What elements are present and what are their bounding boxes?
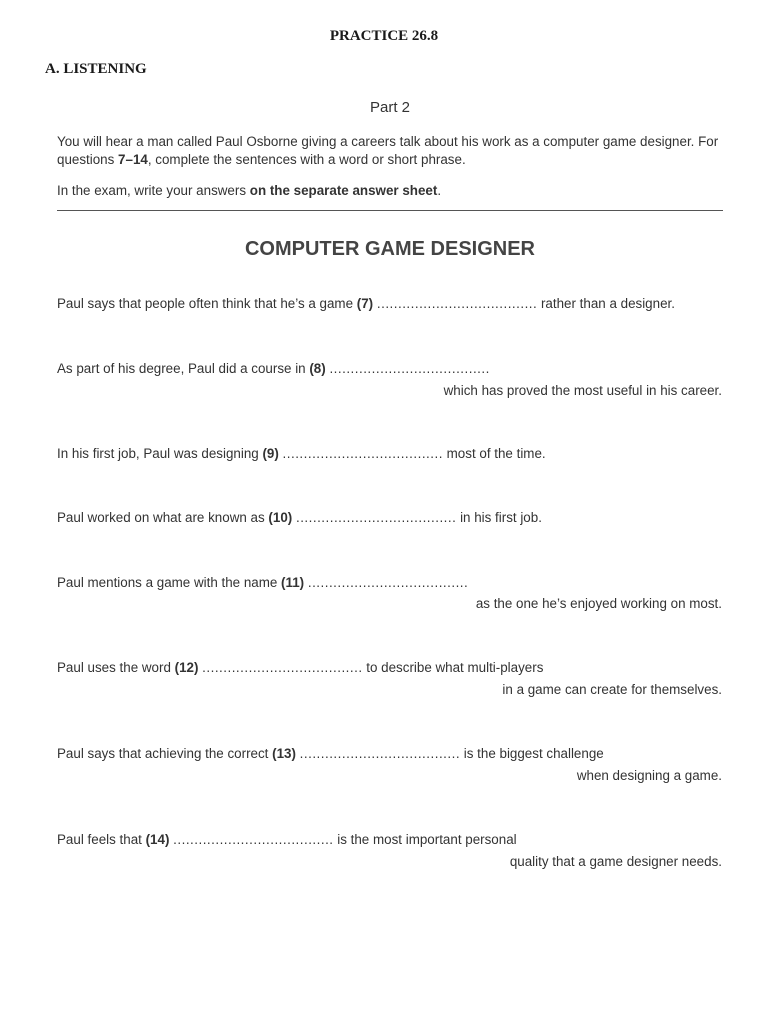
question-number: (12)	[174, 660, 199, 675]
question-number: (11)	[281, 575, 305, 590]
divider	[57, 210, 723, 211]
question-number: (13)	[272, 746, 296, 761]
instructions-text-a: You will hear a man called Paul Osborne giving a careers talk about his work as a computer game designer. For questions	[57, 134, 719, 167]
question-text: In his first job, Paul was designing	[57, 446, 263, 461]
question-9	[57, 446, 546, 461]
question-text: As part of his degree, Paul did a course in	[57, 361, 310, 376]
answer-blank[interactable]: ......................................	[376, 296, 538, 311]
question-text: Paul feels that	[57, 832, 146, 847]
question-text: is the most important personal	[333, 832, 517, 847]
question-13-continuation: when designing a game.	[576, 768, 722, 783]
question-number: (7)	[356, 296, 374, 311]
question-number: (8)	[309, 361, 326, 376]
question-text: rather than a designer.	[537, 296, 675, 311]
question-number: (9)	[262, 446, 279, 461]
question-text: Paul says that people often think that he’s a game	[57, 296, 357, 311]
question-text: is the biggest challenge	[460, 746, 604, 761]
answer-blank[interactable]: ......................................	[307, 575, 469, 590]
answer-blank[interactable]: ......................................	[173, 832, 334, 847]
question-7	[57, 296, 675, 311]
part-heading: Part 2	[369, 99, 411, 116]
question-range: 7–14	[118, 152, 148, 167]
question-12	[57, 660, 543, 675]
practice-title: PRACTICE 26.8	[329, 28, 439, 44]
question-8	[57, 361, 490, 376]
question-11	[57, 575, 468, 590]
main-title: COMPUTER GAME DESIGNER	[244, 238, 536, 260]
section-heading: A. LISTENING	[45, 61, 147, 77]
question-text: to describe what multi-players	[362, 660, 544, 675]
answer-blank[interactable]: ......................................	[329, 361, 490, 376]
question-14-continuation: quality that a game designer needs.	[509, 854, 722, 869]
question-text: Paul uses the word	[57, 660, 175, 675]
question-text: in his first job.	[456, 510, 542, 525]
instructions-text-b: , complete the sentences with a word or short phrase.	[147, 152, 466, 167]
question-text: Paul mentions a game with the name	[57, 575, 282, 590]
exam-note-a: In the exam, write your answers	[57, 183, 250, 198]
question-number: (10)	[268, 510, 293, 525]
question-number: (14)	[145, 832, 170, 847]
question-text: Paul worked on what are known as	[57, 510, 269, 525]
exam-note-bold: on the separate answer sheet	[249, 183, 438, 198]
exam-note-c: .	[437, 183, 442, 198]
answer-blank[interactable]: ......................................	[299, 746, 461, 761]
question-10	[57, 510, 542, 525]
question-13	[57, 746, 604, 761]
instructions	[57, 133, 727, 169]
question-14	[57, 832, 517, 847]
question-text: Paul says that achieving the correct	[57, 746, 273, 761]
answer-blank[interactable]: ......................................	[282, 446, 443, 461]
question-text: most of the time.	[442, 446, 546, 461]
question-8-continuation: which has proved the most useful in his career.	[443, 383, 722, 398]
question-12-continuation: in a game can create for themselves.	[502, 682, 722, 697]
answer-blank[interactable]: ......................................	[295, 510, 457, 525]
exam-note	[57, 183, 441, 198]
question-11-continuation: as the one he’s enjoyed working on most.	[475, 596, 722, 611]
answer-blank[interactable]: ......................................	[202, 660, 363, 675]
